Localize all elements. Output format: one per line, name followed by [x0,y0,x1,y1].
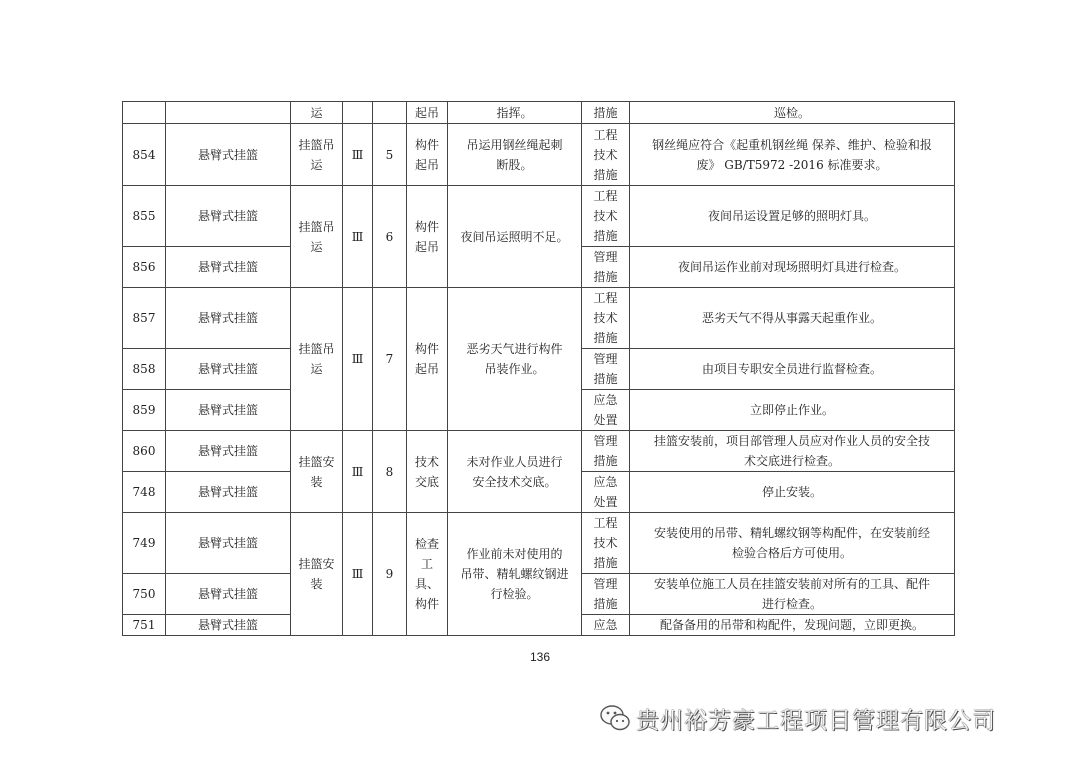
work-item: 构件 起吊 [407,288,448,431]
row-id: 749 [123,513,166,574]
risk-description: 恶劣天气进行构件 吊装作业。 [448,288,582,431]
row-name: 悬臂式挂篮 [166,390,291,431]
row-id: 751 [123,615,166,636]
watermark-text: 贵州裕芳豪工程项目管理有限公司 [636,707,996,734]
risk-level: Ⅲ [343,431,373,513]
row-id: 855 [123,186,166,247]
hazard-source: 挂篮吊 运 [291,124,343,186]
table-row [123,186,955,247]
measure-type: 应急 处置 [582,390,630,431]
row-name: 悬臂式挂篮 [166,431,291,472]
wechat-icon [598,701,632,735]
row-id: 857 [123,288,166,349]
measure-type: 工程 技术 措施 [582,513,630,574]
measure-type: 管理 措施 [582,349,630,390]
measure-text: 安装使用的吊带、精轧螺纹钢等构配件，在安装前经 检验合格后方可使用。 [630,513,955,574]
row-id: 856 [123,247,166,288]
cell: 运 [291,102,343,124]
row-name: 悬臂式挂篮 [166,574,291,615]
table-row [123,124,955,186]
measure-text: 配备备用的吊带和构配件，发现问题，立即更换。 [630,615,955,636]
measure-type: 工程 技术 措施 [582,288,630,349]
row-id: 854 [123,124,166,186]
measure-text: 挂篮安装前，项目部管理人员应对作业人员的安全技 术交底进行检查。 [630,431,955,472]
measure-text: 恶劣天气不得从事露天起重作业。 [630,288,955,349]
row-id: 858 [123,349,166,390]
seq-number: 7 [373,288,407,431]
measure-type: 管理 措施 [582,431,630,472]
row-name: 悬臂式挂篮 [166,513,291,574]
row-id: 748 [123,472,166,513]
risk-description: 夜间吊运照明不足。 [448,186,582,288]
seq-number: 8 [373,431,407,513]
row-name: 悬臂式挂篮 [166,186,291,247]
work-item: 检查 工 具、 构件 [407,513,448,636]
row-name: 悬臂式挂篮 [166,247,291,288]
cell: 巡检。 [630,102,955,124]
risk-level: Ⅲ [343,124,373,186]
measure-type: 应急 [582,615,630,636]
measure-type: 应急 处置 [582,472,630,513]
measure-text: 安装单位施工人员在挂篮安装前对所有的工具、配件 进行检查。 [630,574,955,615]
row-name: 悬臂式挂篮 [166,124,291,186]
measure-text: 停止安装。 [630,472,955,513]
measure-text: 由项目专职安全员进行监督检查。 [630,349,955,390]
row-id: 859 [123,390,166,431]
work-item: 构件 起吊 [407,186,448,288]
risk-description: 未对作业人员进行 安全技术交底。 [448,431,582,513]
cell [123,102,166,124]
row-name: 悬臂式挂篮 [166,349,291,390]
risk-control-table [122,101,955,636]
measure-type: 工程 技术 措施 [582,186,630,247]
cell [343,102,373,124]
measure-type: 工程 技术 措施 [582,124,630,186]
work-item: 技术 交底 [407,431,448,513]
hazard-source: 挂篮吊 运 [291,186,343,288]
cell: 措施 [582,102,630,124]
table-row [123,102,955,124]
measure-text: 立即停止作业。 [630,390,955,431]
measure-text: 钢丝绳应符合《起重机钢丝绳 保养、维护、检验和报 废》 GB/T5972 -2016 标准要求。 [630,124,955,186]
risk-level: Ⅲ [343,186,373,288]
table-row [123,513,955,574]
measure-text: 夜间吊运作业前对现场照明灯具进行检查。 [630,247,955,288]
page-number: 136 [529,650,551,664]
row-name: 悬臂式挂篮 [166,615,291,636]
seq-number: 5 [373,124,407,186]
work-item: 构件 起吊 [407,124,448,186]
measure-type: 管理 措施 [582,574,630,615]
cell: 指挥。 [448,102,582,124]
cell: 起吊 [407,102,448,124]
row-id: 750 [123,574,166,615]
table-row [123,431,955,472]
watermark [598,700,996,736]
risk-level: Ⅲ [343,513,373,636]
hazard-source: 挂篮安 装 [291,513,343,636]
table-row [123,288,955,349]
row-name: 悬臂式挂篮 [166,288,291,349]
seq-number: 6 [373,186,407,288]
risk-description: 吊运用钢丝绳起刺 断股。 [448,124,582,186]
cell [166,102,291,124]
row-id: 860 [123,431,166,472]
measure-text: 夜间吊运设置足够的照明灯具。 [630,186,955,247]
risk-level: Ⅲ [343,288,373,431]
seq-number: 9 [373,513,407,636]
hazard-source: 挂篮吊 运 [291,288,343,431]
hazard-source: 挂篮安 装 [291,431,343,513]
row-name: 悬臂式挂篮 [166,472,291,513]
cell [373,102,407,124]
measure-type: 管理 措施 [582,247,630,288]
risk-description: 作业前未对使用的 吊带、精轧螺纹钢进 行检验。 [448,513,582,636]
